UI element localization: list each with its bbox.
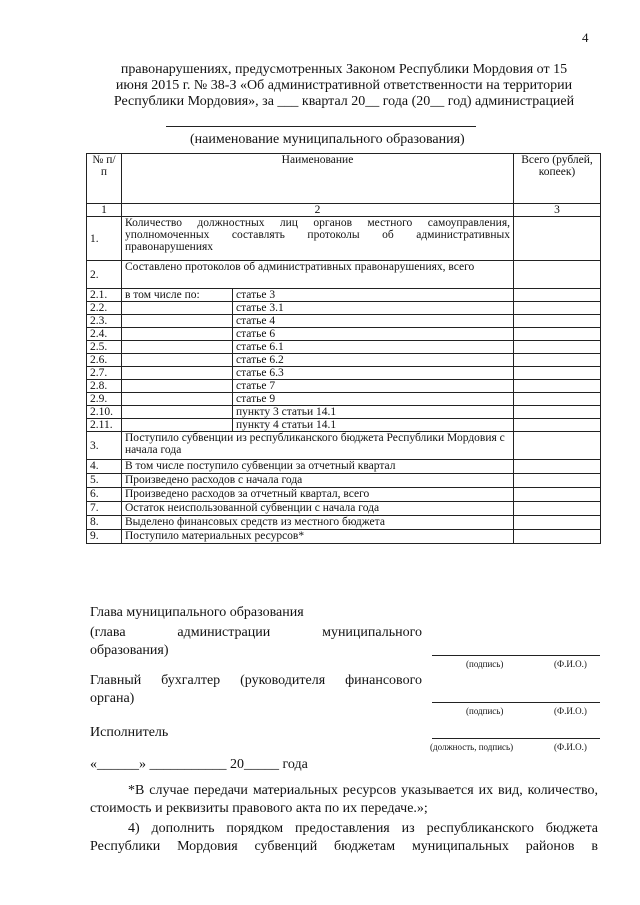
- empty-cell: [122, 354, 233, 367]
- row-num: 2.7.: [87, 367, 122, 380]
- row-text: пункту 4 статьи 14.1: [233, 419, 514, 432]
- empty-cell: [122, 393, 233, 406]
- row-num: 2.3.: [87, 315, 122, 328]
- head-signature-line: [432, 655, 600, 656]
- header-num: № п/п: [87, 154, 122, 204]
- row-text: статье 6.3: [233, 367, 514, 380]
- table-row: [87, 419, 601, 432]
- column-index-row: [87, 204, 601, 217]
- row-text: Составлено протоколов об административных правонарушениях, всего: [122, 261, 514, 289]
- row-value: [514, 393, 601, 406]
- empty-cell: [122, 315, 233, 328]
- header-total: Всего (рублей, копеек): [514, 154, 601, 204]
- table-row: [87, 502, 601, 516]
- row-value: [514, 380, 601, 393]
- row-text: статье 9: [233, 393, 514, 406]
- head-sign-label: (подпись): [466, 659, 504, 669]
- row-value: [514, 217, 601, 261]
- accountant-word: финансового: [345, 673, 422, 688]
- head-title-line3: образования): [90, 643, 169, 658]
- row-num: 4.: [87, 460, 122, 474]
- row-value: [514, 367, 601, 380]
- accountant-signature-line: [432, 702, 600, 703]
- table-row: [87, 393, 601, 406]
- table-header-row: [87, 154, 601, 204]
- row-value: [514, 261, 601, 289]
- empty-cell: [122, 367, 233, 380]
- row-num: 2.10.: [87, 406, 122, 419]
- row-num: 1.: [87, 217, 122, 261]
- header-name: Наименование: [122, 154, 514, 204]
- table-row: [87, 460, 601, 474]
- intro-paragraph: [90, 62, 598, 110]
- row-value: [514, 530, 601, 544]
- row-text: Произведено расходов с начала года: [122, 474, 514, 488]
- row-text: Количество должностных лиц органов местного самоуправления, уполномоченных составлять протоколы об административных правонарушениях: [122, 217, 514, 261]
- row-text: статье 6: [233, 328, 514, 341]
- row-value: [514, 354, 601, 367]
- table-row: [87, 289, 601, 302]
- head-word: администрации: [177, 625, 271, 640]
- table-row: [87, 217, 601, 261]
- table-row: [87, 516, 601, 530]
- row-text: статье 6.2: [233, 354, 514, 367]
- row-value: [514, 289, 601, 302]
- table-row: [87, 406, 601, 419]
- accountant-word: Главный: [90, 673, 142, 688]
- col-index: 3: [514, 204, 601, 217]
- row-num: 6.: [87, 488, 122, 502]
- head-word: (глава: [90, 625, 126, 640]
- intro-line: июня 2015 г. № 38-З «Об административной ответственности на территории: [115, 78, 573, 93]
- executor-position-sign-label: (должность, подпись): [430, 742, 514, 752]
- row-value: [514, 460, 601, 474]
- item4-line1: 4) дополнить порядком предоставления из республиканского бюджета: [128, 821, 598, 836]
- empty-cell: [122, 328, 233, 341]
- table-row: [87, 380, 601, 393]
- row-value: [514, 315, 601, 328]
- row-value: [514, 502, 601, 516]
- row-num: 9.: [87, 530, 122, 544]
- col-index: 1: [87, 204, 122, 217]
- row-text: Поступило материальных ресурсов*: [122, 530, 514, 544]
- table-row: [87, 261, 601, 289]
- intro-line: правонарушениях, предусмотренных Законом Республики Мордовия от 15: [120, 62, 568, 77]
- accountant-title-line2: органа): [90, 691, 135, 706]
- row-value: [514, 406, 601, 419]
- row-num: 2.5.: [87, 341, 122, 354]
- head-fio-label: (Ф.И.О.): [554, 659, 587, 669]
- table-row: [87, 474, 601, 488]
- accountant-title-line1: [90, 673, 422, 689]
- row-value: [514, 341, 601, 354]
- row-text: Остаток неиспользованной субвенции с начала года: [122, 502, 514, 516]
- row-text: статье 6.1: [233, 341, 514, 354]
- empty-cell: [122, 406, 233, 419]
- table-row: [87, 367, 601, 380]
- row-num: 2.4.: [87, 328, 122, 341]
- row-text: Выделено финансовых средств из местного бюджета: [122, 516, 514, 530]
- row-num: 2.9.: [87, 393, 122, 406]
- table-row: [87, 354, 601, 367]
- table-row: [87, 341, 601, 354]
- municipality-caption: (наименование муниципального образования): [190, 132, 465, 147]
- row-num: 2.2.: [87, 302, 122, 315]
- row-text: статье 3: [233, 289, 514, 302]
- table-row: [87, 432, 601, 460]
- col-index: 2: [122, 204, 514, 217]
- accountant-word: (руководителя: [240, 673, 326, 688]
- table-row: [87, 530, 601, 544]
- row-text: Произведено расходов за отчетный квартал, всего: [122, 488, 514, 502]
- report-table: [86, 153, 601, 544]
- row-value: [514, 488, 601, 502]
- row-num: 2.1.: [87, 289, 122, 302]
- row-num: 5.: [87, 474, 122, 488]
- empty-cell: [122, 341, 233, 354]
- table-row: [87, 328, 601, 341]
- row-value: [514, 516, 601, 530]
- row-text: Поступило субвенции из республиканского бюджета Республики Мордовия с начала года: [122, 432, 514, 460]
- executor-title: Исполнитель: [90, 725, 169, 740]
- page-number: 4: [582, 30, 589, 45]
- row-num: 2.6.: [87, 354, 122, 367]
- head-title-line2: [90, 625, 422, 641]
- table-row: [87, 302, 601, 315]
- incl-label: в том числе по:: [122, 289, 233, 302]
- row-num: 3.: [87, 432, 122, 460]
- row-text: статье 7: [233, 380, 514, 393]
- empty-cell: [122, 419, 233, 432]
- item4-line2: Республики Мордовия субвенций бюджетам муниципальных районов в: [90, 839, 598, 854]
- head-word: муниципального: [322, 625, 422, 640]
- row-value: [514, 328, 601, 341]
- empty-cell: [122, 380, 233, 393]
- row-value: [514, 419, 601, 432]
- row-num: 2.: [87, 261, 122, 289]
- row-num: 2.11.: [87, 419, 122, 432]
- row-value: [514, 474, 601, 488]
- accountant-sign-label: (подпись): [466, 706, 504, 716]
- table-row: [87, 315, 601, 328]
- row-text: В том числе поступило субвенции за отчетный квартал: [122, 460, 514, 474]
- accountant-fio-label: (Ф.И.О.): [554, 706, 587, 716]
- footnote: *В случае передачи материальных ресурсов указывается их вид, количество, стоимость и реквизиты правового акта по их передаче.»;: [90, 783, 598, 816]
- intro-line: Республики Мордовия», за ___ квартал 20__ года (20__ год) администрацией: [113, 94, 575, 109]
- row-num: 7.: [87, 502, 122, 516]
- row-text: статье 4: [233, 315, 514, 328]
- date-line: «______» ___________ 20_____ года: [90, 757, 308, 772]
- executor-fio-label: (Ф.И.О.): [554, 742, 587, 752]
- row-text: пункту 3 статьи 14.1: [233, 406, 514, 419]
- row-value: [514, 302, 601, 315]
- table-row: [87, 488, 601, 502]
- executor-signature-line: [432, 738, 600, 739]
- row-text: статье 3.1: [233, 302, 514, 315]
- row-value: [514, 432, 601, 460]
- head-title-line1: Глава муниципального образования: [90, 605, 304, 620]
- row-num: 2.8.: [87, 380, 122, 393]
- empty-cell: [122, 302, 233, 315]
- accountant-word: бухгалтер: [161, 673, 221, 688]
- row-num: 8.: [87, 516, 122, 530]
- municipality-blank-line: [166, 126, 476, 127]
